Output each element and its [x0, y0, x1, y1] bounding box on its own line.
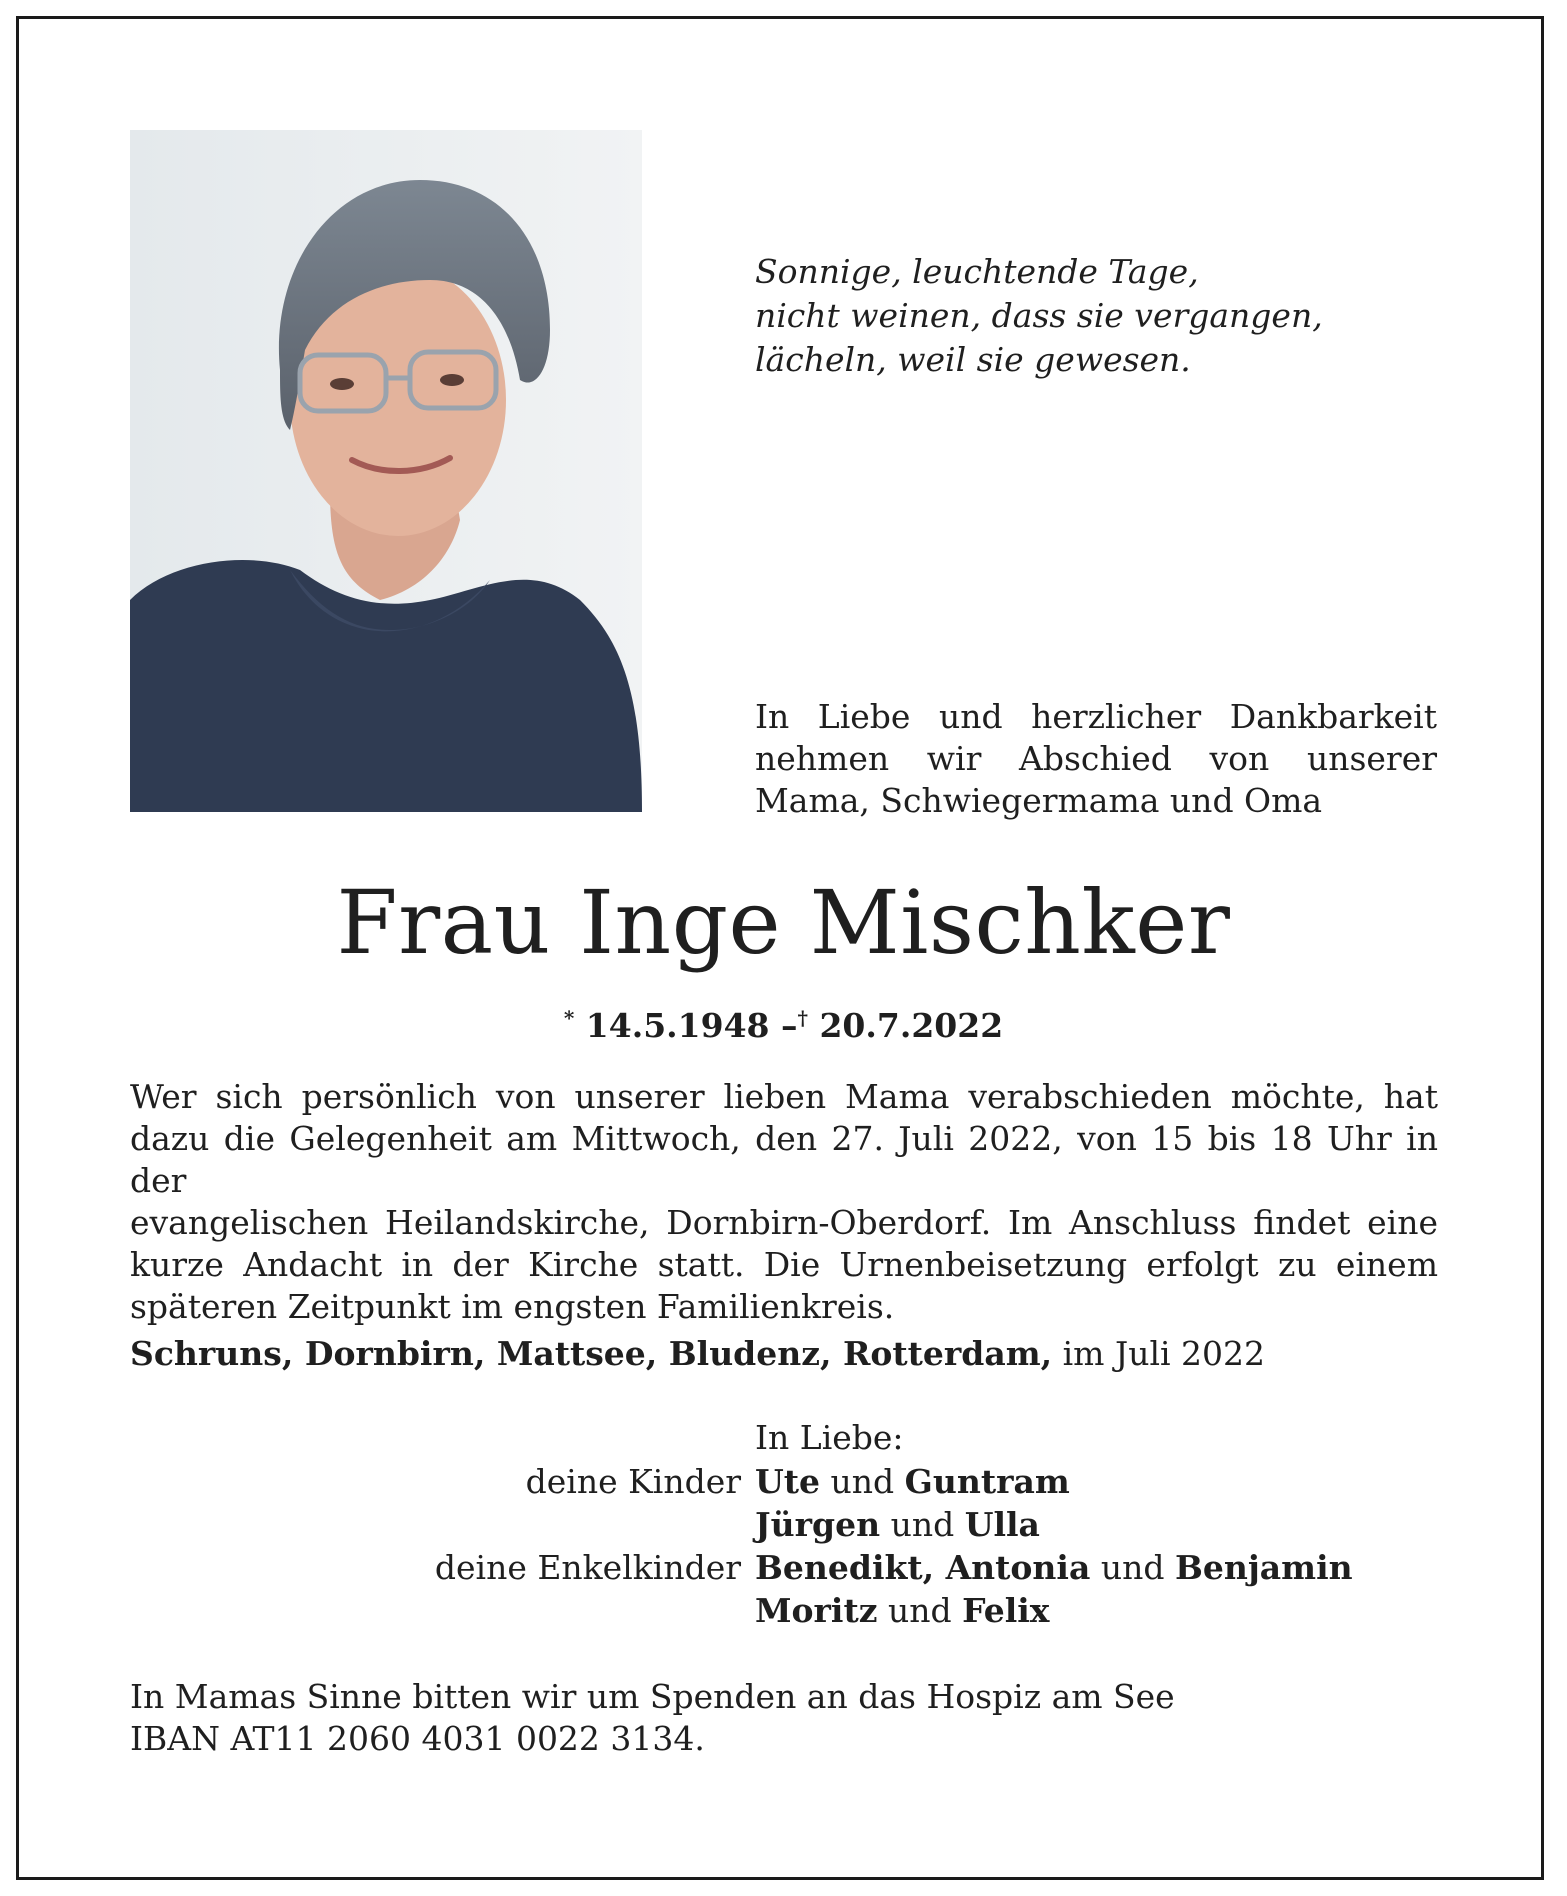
body-line: evangelischen Heilandskirche, Dornbirn-Oberdorf. Im Anschluss findet eine — [130, 1203, 1438, 1242]
donation-line: In Mamas Sinne bitten wir um Spenden an das Hospiz am See — [130, 1677, 1175, 1716]
intro-line: In Liebe und herzlicher Dankbarkeit — [755, 697, 1437, 736]
quote-line: Sonnige, leuchtende Tage, — [755, 252, 1199, 291]
body-line: kurze Andacht in der Kirche statt. Die Urnenbeisetzung erfolgt zu einem — [130, 1245, 1438, 1284]
places-date: im Juli 2022 — [1052, 1334, 1266, 1373]
places-line — [130, 1332, 1438, 1376]
quote-line: lächeln, weil sie gewesen. — [755, 340, 1191, 379]
children-names — [755, 1503, 1040, 1546]
family-member-name: Jürgen — [755, 1505, 881, 1544]
grandchildren-label: deine Enkelkinder — [434, 1548, 741, 1587]
family-member-name: Benedikt, Antonia — [755, 1548, 1091, 1587]
birth-date: 14.5.1948 — [585, 1006, 770, 1045]
deceased-name: Frau Inge Mischker — [336, 871, 1231, 974]
family-row — [0, 1546, 1567, 1589]
intro-line: nehmen wir Abschied von unserer — [755, 739, 1437, 778]
death-date: 20.7.2022 — [819, 1006, 1004, 1045]
children-names — [755, 1460, 1070, 1503]
memorial-quote — [755, 250, 1395, 382]
donation-request — [130, 1676, 1330, 1760]
grandchildren-names — [755, 1546, 1353, 1589]
places-list: Schruns, Dornbirn, Mattsee, Bludenz, Rotterdam, — [130, 1334, 1053, 1373]
portrait-illustration — [130, 130, 642, 812]
family-member-name: Ulla — [964, 1505, 1040, 1544]
portrait-photo — [130, 130, 642, 812]
family-list — [0, 1460, 1567, 1632]
and-word: und — [890, 1505, 955, 1544]
family-row — [0, 1460, 1567, 1503]
farewell-intro — [755, 696, 1437, 822]
family-row — [0, 1589, 1567, 1632]
family-heading: In Liebe: — [755, 1418, 904, 1457]
family-row — [0, 1503, 1567, 1546]
death-symbol: † — [797, 1006, 808, 1030]
and-word: und — [830, 1462, 895, 1501]
grandchildren-names — [755, 1589, 1049, 1632]
date-separator: – — [781, 1006, 798, 1045]
family-member-name: Benjamin — [1174, 1548, 1353, 1587]
and-word: und — [1100, 1548, 1165, 1587]
body-line: Wer sich persönlich von unserer lieben Mama verabschieden möchte, hat — [130, 1077, 1438, 1116]
family-member-name: Moritz — [755, 1591, 878, 1630]
children-label: deine Kinder — [525, 1462, 741, 1501]
family-member-name: Ute — [755, 1462, 821, 1501]
body-line: dazu die Gelegenheit am Mittwoch, den 27. Juli 2022, von 15 bis 18 Uhr in der — [130, 1119, 1438, 1200]
family-member-name: Felix — [962, 1591, 1050, 1630]
quote-line: nicht weinen, dass sie vergangen, — [755, 296, 1323, 335]
family-member-name: Guntram — [904, 1462, 1070, 1501]
and-word: und — [887, 1591, 952, 1630]
iban-line: IBAN AT11 2060 4031 0022 3134. — [130, 1719, 705, 1758]
body-line: späteren Zeitpunkt im engsten Familienkreis. — [130, 1287, 895, 1326]
life-dates — [0, 996, 1567, 1048]
visitation-notice — [130, 1076, 1438, 1328]
intro-line: Mama, Schwiegermama und Oma — [755, 781, 1323, 820]
birth-symbol: * — [563, 1006, 575, 1030]
